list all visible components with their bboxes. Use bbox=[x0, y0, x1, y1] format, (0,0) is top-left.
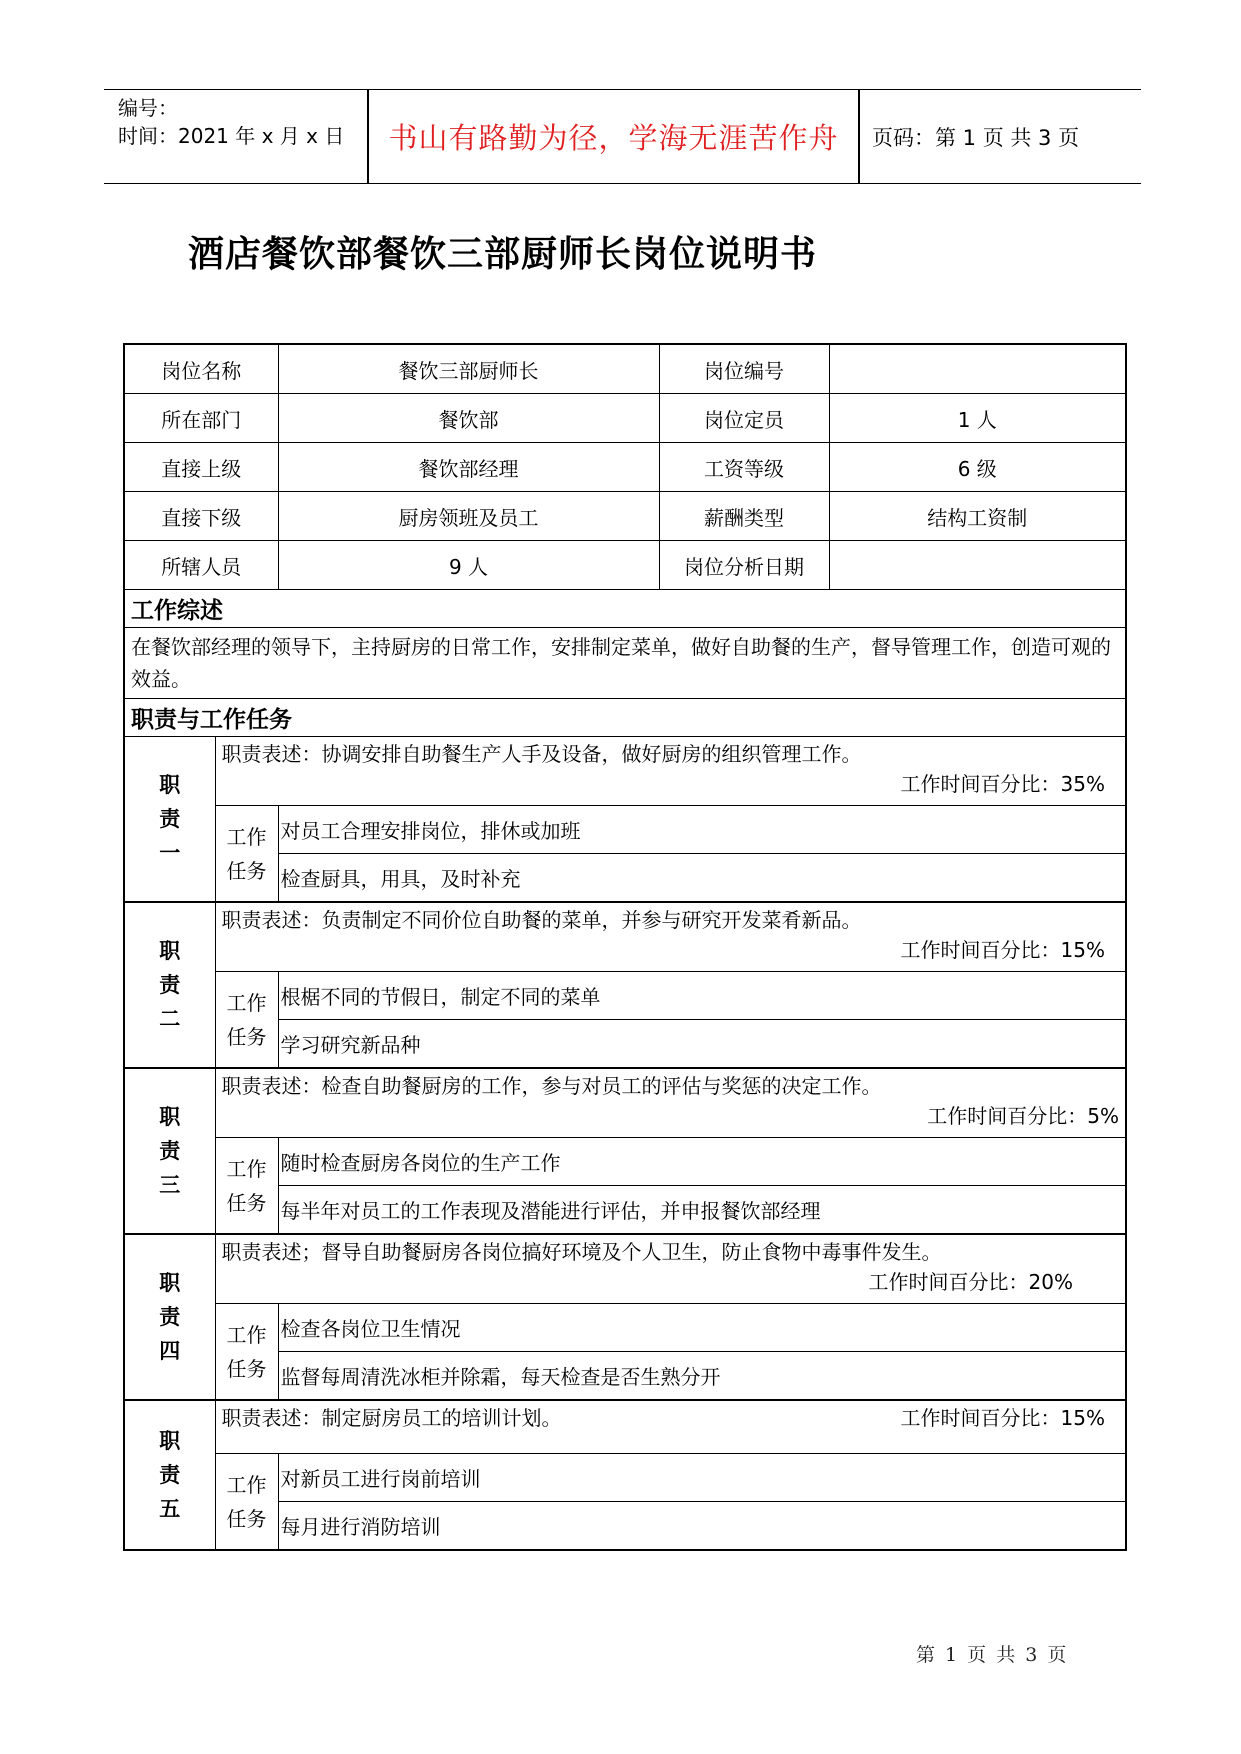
task-item: 每月进行消防培训 bbox=[278, 1502, 1126, 1551]
summary-text: 在餐饮部经理的领导下，主持厨房的日常工作，安排制定菜单，做好自助餐的生产，督导管理工作，创造可观的效益。 bbox=[124, 628, 1126, 699]
task-item: 对新员工进行岗前培训 bbox=[278, 1454, 1126, 1502]
header-meta bbox=[118, 94, 344, 150]
duty-time-percent: 工作时间百分比：15% bbox=[900, 938, 1105, 962]
info-key: 岗位定员 bbox=[659, 394, 829, 443]
job-description-table bbox=[123, 343, 1127, 1551]
duty-label: 职责四 bbox=[124, 1234, 215, 1400]
duty-desc-row bbox=[124, 1068, 1126, 1138]
duty-time-percent: 工作时间百分比：15% bbox=[900, 1406, 1105, 1430]
duty-description bbox=[215, 1234, 1126, 1304]
info-key: 所辖人员 bbox=[124, 541, 278, 590]
duty-desc-row bbox=[124, 1234, 1126, 1304]
task-row bbox=[124, 1304, 1126, 1352]
section-heading-row bbox=[124, 590, 1126, 628]
duty-desc-text: 职责表述：制定厨房员工的培训计划。 bbox=[221, 1406, 562, 1430]
info-row bbox=[124, 492, 1126, 541]
info-value bbox=[829, 541, 1126, 590]
task-label: 工作任务 bbox=[215, 1138, 278, 1235]
duty-description bbox=[215, 902, 1126, 972]
duty-desc-row bbox=[124, 1400, 1126, 1454]
task-item: 学习研究新品种 bbox=[278, 1020, 1126, 1069]
task-row bbox=[124, 1454, 1126, 1502]
task-item: 对员工合理安排岗位，排休或加班 bbox=[278, 806, 1126, 854]
info-value: 餐饮部经理 bbox=[278, 443, 659, 492]
document-title: 酒店餐饮部餐饮三部厨师长岗位说明书 bbox=[188, 233, 818, 275]
duty-desc-text: 职责表述；督导自助餐厨房各岗位搞好环境及个人卫生，防止食物中毒事件发生。 bbox=[221, 1240, 942, 1264]
info-row bbox=[124, 394, 1126, 443]
header-motto: 书山有路勤为径，学海无涯苦作舟 bbox=[388, 121, 839, 155]
info-row bbox=[124, 443, 1126, 492]
duty-label: 职责三 bbox=[124, 1068, 215, 1234]
info-value: 餐饮三部厨师长 bbox=[278, 344, 659, 394]
task-label: 工作任务 bbox=[215, 1304, 278, 1401]
duty-description bbox=[215, 737, 1126, 806]
info-key: 岗位分析日期 bbox=[659, 541, 829, 590]
task-item: 监督每周清洗冰柜并除霜，每天检查是否生熟分开 bbox=[278, 1352, 1126, 1401]
duty-description bbox=[215, 1068, 1126, 1138]
info-row bbox=[124, 541, 1126, 590]
info-key: 直接上级 bbox=[124, 443, 278, 492]
duty-label: 职责二 bbox=[124, 902, 215, 1068]
task-item: 检查厨具，用具，及时补充 bbox=[278, 854, 1126, 903]
summary-heading: 工作综述 bbox=[124, 590, 1126, 628]
section-heading-row bbox=[124, 699, 1126, 737]
duty-desc-text: 职责表述：协调安排自助餐生产人手及设备，做好厨房的组织管理工作。 bbox=[221, 742, 862, 766]
info-key: 直接下级 bbox=[124, 492, 278, 541]
task-row bbox=[124, 806, 1126, 854]
info-value: 结构工资制 bbox=[829, 492, 1126, 541]
task-label: 工作任务 bbox=[215, 972, 278, 1069]
duty-desc-text: 职责表述：负责制定不同价位自助餐的菜单，并参与研究开发菜肴新品。 bbox=[221, 908, 862, 932]
duty-label: 职责一 bbox=[124, 737, 215, 903]
task-label: 工作任务 bbox=[215, 806, 278, 903]
duties-heading: 职责与工作任务 bbox=[124, 699, 1126, 737]
document-time-label: 时间：2021 年 x 月 x 日 bbox=[118, 124, 345, 148]
page-footer: 第 1 页 共 3 页 bbox=[916, 1644, 1069, 1666]
duty-time-percent: 工作时间百分比：5% bbox=[927, 1104, 1119, 1128]
info-value: 6 级 bbox=[829, 443, 1126, 492]
summary-row bbox=[124, 628, 1126, 699]
info-key: 薪酬类型 bbox=[659, 492, 829, 541]
info-key: 岗位名称 bbox=[124, 344, 278, 394]
header-page-number: 页码：第 1 页 共 3 页 bbox=[872, 126, 1080, 150]
duty-desc-row bbox=[124, 902, 1126, 972]
duty-time-percent: 工作时间百分比：20% bbox=[868, 1270, 1073, 1294]
header-divider bbox=[858, 90, 860, 183]
info-key: 岗位编号 bbox=[659, 344, 829, 394]
task-item: 每半年对员工的工作表现及潜能进行评估，并申报餐饮部经理 bbox=[278, 1186, 1126, 1235]
task-label: 工作任务 bbox=[215, 1454, 278, 1551]
info-value: 厨房领班及员工 bbox=[278, 492, 659, 541]
duty-description bbox=[215, 1400, 1126, 1454]
document-number-label: 编号： bbox=[118, 96, 178, 120]
info-key: 所在部门 bbox=[124, 394, 278, 443]
info-value: 1 人 bbox=[829, 394, 1126, 443]
page-header bbox=[104, 89, 1141, 184]
duty-desc-row bbox=[124, 737, 1126, 806]
duty-label: 职责五 bbox=[124, 1400, 215, 1550]
info-value bbox=[829, 344, 1126, 394]
task-row bbox=[124, 1138, 1126, 1186]
info-value: 9 人 bbox=[278, 541, 659, 590]
task-item: 随时检查厨房各岗位的生产工作 bbox=[278, 1138, 1126, 1186]
task-item: 检查各岗位卫生情况 bbox=[278, 1304, 1126, 1352]
task-row bbox=[124, 972, 1126, 1020]
info-row bbox=[124, 344, 1126, 394]
info-key: 工资等级 bbox=[659, 443, 829, 492]
duty-desc-text: 职责表述：检查自助餐厨房的工作，参与对员工的评估与奖惩的决定工作。 bbox=[221, 1074, 882, 1098]
duty-time-percent: 工作时间百分比：35% bbox=[900, 772, 1105, 796]
task-item: 根椐不同的节假日，制定不同的菜单 bbox=[278, 972, 1126, 1020]
info-value: 餐饮部 bbox=[278, 394, 659, 443]
